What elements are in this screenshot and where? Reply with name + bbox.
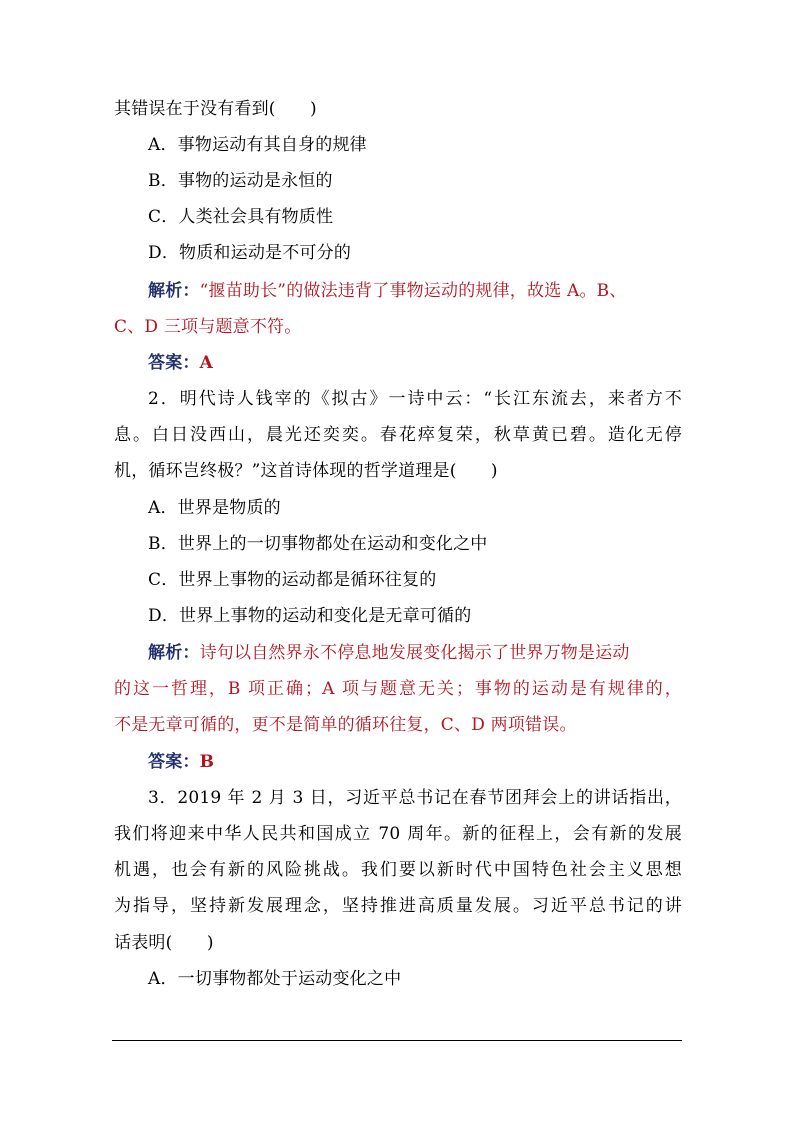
q1-analysis-label: 解析： (148, 281, 200, 301)
footer-divider (112, 1040, 682, 1041)
q1-option-c: C．人类社会具有物质性 (148, 207, 334, 227)
q1-answer (148, 352, 213, 374)
q1-analysis-line-2: C、D 三项与题意不符。 (114, 317, 302, 337)
q2-answer-label: 答案： (148, 752, 200, 772)
q2-stem-line-2: 息。白日没西山，晨光还奕奕。春花瘁复荣，秋草黄已碧。造化无停 (114, 425, 682, 445)
q2-answer (148, 751, 214, 773)
q1-answer-label: 答案： (148, 353, 200, 373)
q3-stem-line-5: 话表明( ) (114, 933, 214, 953)
q1-option-a: A．事物运动有其自身的规律 (148, 135, 367, 155)
q2-option-c: C．世界上事物的运动都是循环往复的 (148, 570, 437, 590)
q1-analysis-text-1: “揠苗助长”的做法违背了事物运动的规律，故选 A。B、 (199, 281, 627, 301)
q2-answer-value: B (199, 752, 215, 772)
q2-option-d: D．世界上事物的运动和变化是无章可循的 (148, 606, 472, 626)
q3-stem-line-4: 为指导，坚持新发展理念，坚持推进高质量发展。习近平总书记的讲 (114, 896, 682, 916)
q1-option-d: D．物质和运动是不可分的 (148, 243, 352, 263)
q2-analysis-line-2: 的这一哲理，B 项正确；A 项与题意无关；事物的运动是有规律的， (114, 679, 682, 699)
q2-analysis-line-1 (148, 642, 630, 664)
q3-option-a: A．一切事物都处于运动变化之中 (148, 969, 402, 989)
q1-answer-value: A (199, 353, 213, 373)
q2-stem-line-3: 机，循环岂终极？”这首诗体现的哲学道理是( ) (114, 461, 498, 481)
q3-stem-line-3: 机遇，也会有新的风险挑战。我们要以新时代中国特色社会主义思想 (114, 860, 682, 880)
q1-stem-end: 其错误在于没有看到( ) (114, 99, 317, 119)
q2-stem-line-1: 2．明代诗人钱宰的《拟古》一诗中云：“长江东流去，来者方不 (148, 389, 682, 409)
q1-analysis-line-1 (148, 280, 627, 302)
q2-option-a: A．世界是物质的 (148, 498, 281, 518)
q2-analysis-text-1: 诗句以自然界永不停息地发展变化揭示了世界万物是运动 (199, 643, 630, 663)
q1-option-b: B．事物的运动是永恒的 (148, 171, 333, 191)
q2-analysis-label: 解析： (148, 643, 200, 663)
q3-stem-line-1: 3．2019 年 2 月 3 日，习近平总书记在春节团拜会上的讲话指出， (148, 788, 682, 808)
q3-stem-line-2: 我们将迎来中华人民共和国成立 70 周年。新的征程上，会有新的发展 (114, 824, 682, 844)
q2-analysis-line-3: 不是无章可循的，更不是简单的循环往复，C、D 两项错误。 (114, 715, 577, 735)
q2-option-b: B．世界上的一切事物都处在运动和变化之中 (148, 534, 488, 554)
